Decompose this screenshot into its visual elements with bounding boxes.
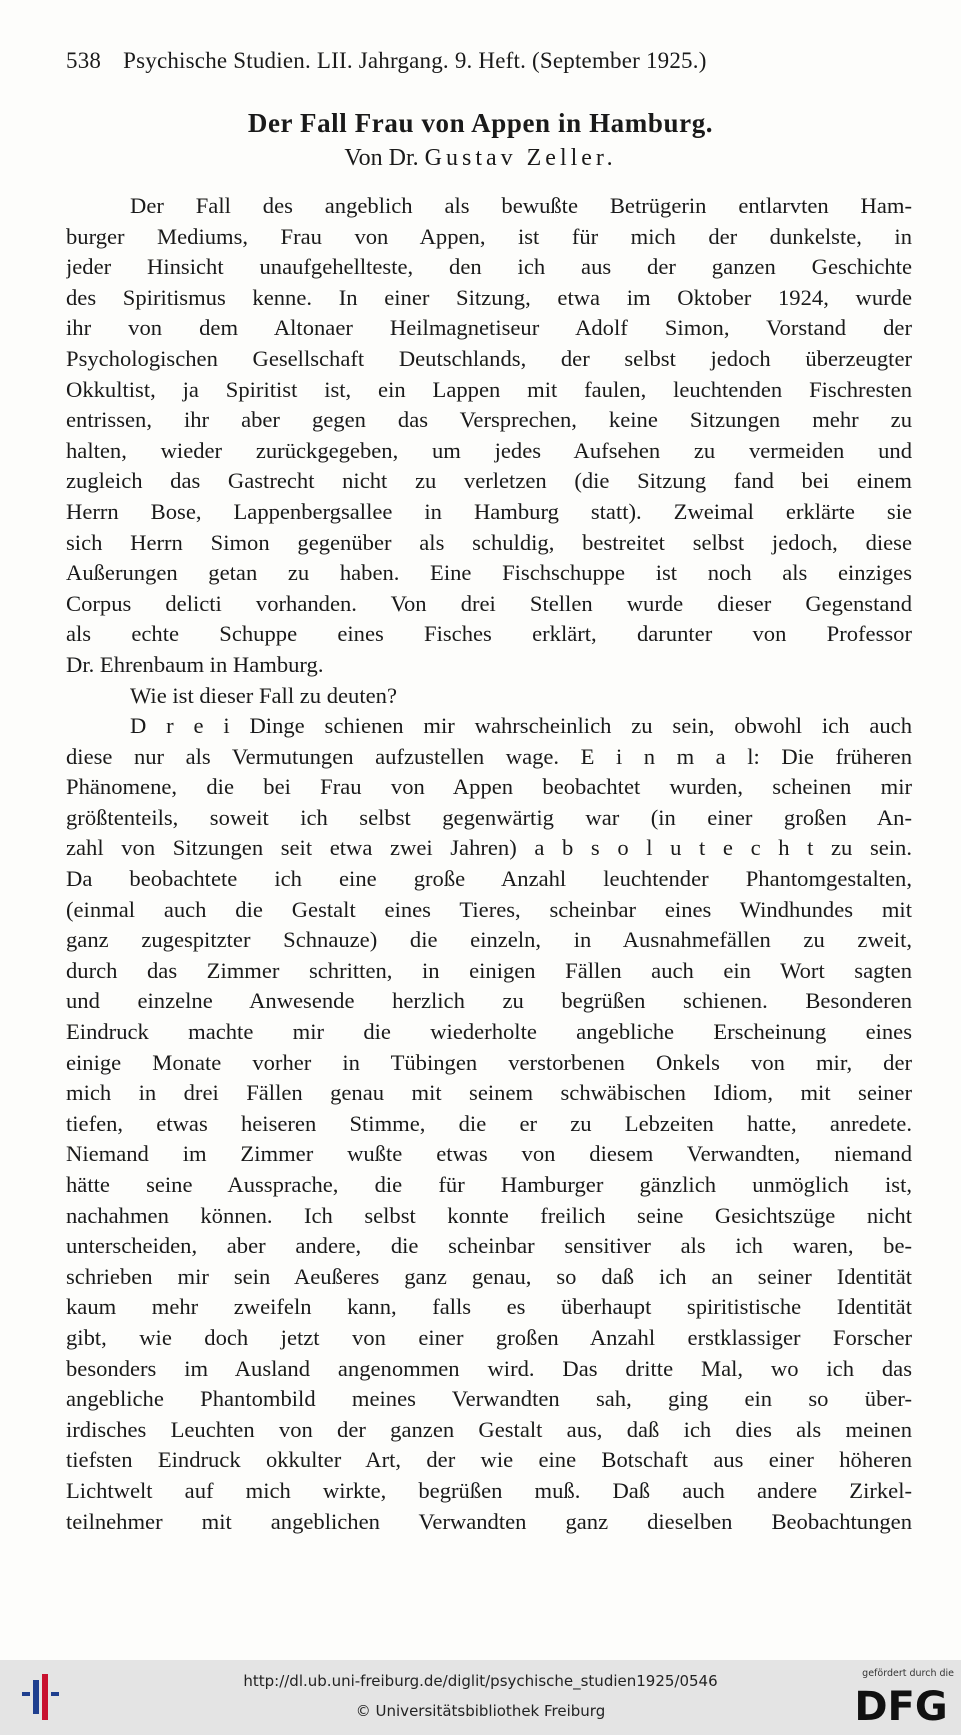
text-line: als echte Schuppe eines Fisches erklärt, darunter von Professor xyxy=(66,621,912,647)
text-line: ihr von dem Altonaer Heilmagnetiseur Adolf Simon, Vorstand der xyxy=(66,315,912,341)
text-line: hätte seine Aussprache, die für Hamburger gänzlich unmöglich ist, xyxy=(66,1172,912,1197)
page-number: 538 xyxy=(66,48,102,73)
text-line: Psychologischen Gesellschaft Deutschlands, der selbst jedoch überzeugter xyxy=(66,345,912,371)
text-line: zahl von Sitzungen seit etwa zwei Jahren) a b s o l u t e c h t zu sein. xyxy=(66,835,912,861)
text-line: diese nur als Vermutungen aufzustellen wage. E i n m a l: Die früheren xyxy=(66,743,912,769)
text-line: und einzelne Anwesende herzlich zu begrüßen schienen. Besonderen xyxy=(66,988,912,1014)
text-line: burger Mediums, Frau von Appen, ist für mich der dunkelste, in xyxy=(66,223,912,249)
text-line: Dr. Ehrenbaum in Hamburg. xyxy=(66,651,324,677)
text-line: Außerungen getan zu haben. Eine Fischschuppe ist noch als einziges xyxy=(66,560,912,586)
text-line: schrieben mir sein Aeußeres ganz genau, so daß ich an seiner Identität xyxy=(66,1263,912,1289)
text-line: Corpus delicti vorhanden. Von drei Stellen wurde dieser Gegenstand xyxy=(66,590,912,616)
text-line: Wie ist dieser Fall zu deuten? xyxy=(130,682,397,708)
document-url[interactable]: http://dl.ub.uni-freiburg.de/diglit/psychische_studien1925/0546 xyxy=(243,1672,718,1690)
text-line: entrissen, ihr aber gegen das Versprechen, keine Sitzungen mehr zu xyxy=(66,407,912,433)
copyright-notice: © Universitätsbibliothek Freiburg xyxy=(355,1702,606,1720)
byline-author: Gustav Zeller. xyxy=(424,145,617,171)
dfg-sponsor xyxy=(846,1668,954,1728)
text-line: unterscheiden, aber andere, die scheinbar sensitiver als ich waren, be- xyxy=(66,1233,912,1259)
text-line: Eindruck machte mir die wiederholte angebliche Erscheinung eines xyxy=(66,1019,912,1045)
text-line: Herrn Bose, Lappenbergsallee in Hamburg statt). Zweimal erklärte sie xyxy=(66,498,912,524)
text-line: besonders im Ausland angenommen wird. Das dritte Mal, wo ich das xyxy=(66,1355,912,1381)
sponsor-caption: gefördert durch die xyxy=(862,1668,954,1679)
running-title: Psychische Studien. LII. Jahrgang. 9. Heft. (September 1925.) xyxy=(123,48,707,73)
running-head xyxy=(66,48,866,74)
text-line: irdisches Leuchten von der ganzen Gestalt aus, daß ich dies als meinen xyxy=(66,1416,912,1442)
text-line: Niemand im Zimmer wußte etwas von diesem Verwandten, niemand xyxy=(66,1141,912,1167)
text-line: durch das Zimmer schritten, in einigen Fällen auch ein Wort sagten xyxy=(66,957,912,983)
text-line: Der Fall des angeblich als bewußte Betrügerin entlarvten Ham- xyxy=(130,193,912,218)
dfg-logo-text: DFG xyxy=(854,1684,948,1726)
text-line: Phänomene, die bei Frau von Appen beobachtet wurden, scheinen mir xyxy=(66,774,912,800)
text-line: angebliche Phantombild meines Verwandten sah, ging ein so über- xyxy=(66,1386,912,1412)
text-line: Lichtwelt auf mich wirkte, begrüßen muß. Daß auch andere Zirkel- xyxy=(66,1477,912,1503)
text-line: jeder Hinsicht unaufgehellteste, den ich aus der ganzen Geschichte xyxy=(66,254,912,280)
text-line: teilnehmer mit angeblichen Verwandten ganz dieselben Beobachtungen xyxy=(66,1508,912,1534)
byline xyxy=(0,145,961,172)
text-line: tiefsten Eindruck okkulter Art, der wie eine Botschaft aus einer höheren xyxy=(66,1447,912,1473)
text-line: gibt, wie doch jetzt von einer großen Anzahl erstklassiger Forscher xyxy=(66,1324,912,1350)
text-line: sich Herrn Simon gegenüber als schuldig, bestreitet selbst jedoch, diese xyxy=(66,529,912,555)
text-line: größtenteils, soweit ich selbst gegenwärtig war (in einer großen An- xyxy=(66,804,912,830)
article-body xyxy=(66,191,912,1537)
text-line: nachahmen können. Ich selbst konnte freilich seine Gesichtszüge nicht xyxy=(66,1202,912,1228)
viewer-footer xyxy=(0,1660,961,1735)
text-line: ganz zugespitzter Schnauze) die einzeln, in Ausnahmefällen zu zweit, xyxy=(66,927,912,953)
text-line: tiefen, etwas heiseren Stimme, die er zu Lebzeiten hatte, anredete. xyxy=(66,1110,912,1136)
article-title: Der Fall Frau von Appen in Hamburg. xyxy=(247,108,714,138)
text-line: mich in drei Fällen genau mit seinem schwäbischen Idiom, mit seiner xyxy=(66,1080,912,1106)
text-line: Da beobachtete ich eine große Anzahl leuchtender Phantomgestalten, xyxy=(66,866,912,892)
text-line: D r e i Dinge schienen mir wahrscheinlich zu sein, obwohl ich auch xyxy=(130,713,912,739)
text-line: Okkultist, ja Spiritist ist, ein Lappen mit faulen, leuchtenden Fischresten xyxy=(66,376,912,402)
text-line: kaum mehr zweifeln kann, falls es überhaupt spiritistische Identität xyxy=(66,1294,912,1320)
text-line: einige Monate vorher in Tübingen verstorbenen Onkels von mir, der xyxy=(66,1049,912,1075)
text-line: halten, wieder zurückgegeben, um jedes Aufsehen zu vermeiden und xyxy=(66,437,912,463)
dfg-logo[interactable] xyxy=(848,1680,954,1726)
byline-prefix: Von Dr. xyxy=(344,145,419,171)
text-line: des Spiritismus kenne. In einer Sitzung, etwa im Oktober 1924, wurde xyxy=(66,284,912,310)
text-line: zugleich das Gastrecht nicht zu verletzen (die Sitzung fand bei einem xyxy=(66,468,912,494)
text-line: (einmal auch die Gestalt eines Tieres, scheinbar eines Windhundes mit xyxy=(66,896,912,922)
